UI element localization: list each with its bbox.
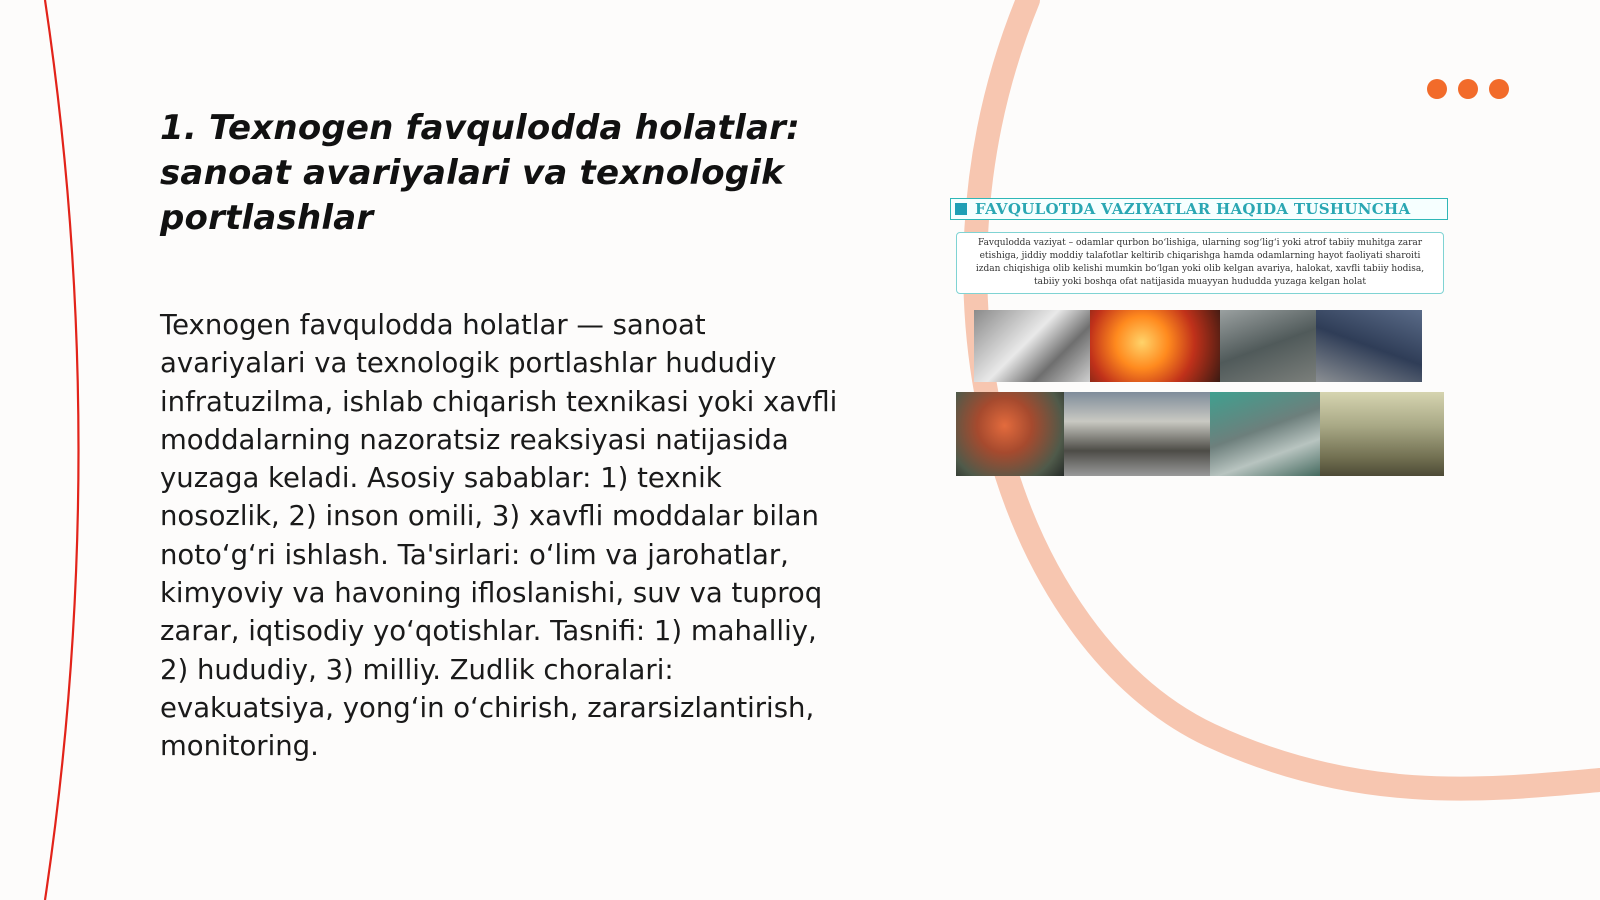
landslide-photo xyxy=(974,310,1090,382)
left-curve-line xyxy=(45,0,79,900)
flood-debris-photo xyxy=(1220,310,1316,382)
figure-definition-text: Favqulodda vaziyat – odamlar qurbon bo‘lishiga, ularning sog‘lig‘i yoki atrof tabiiy muhitga zarar etishiga, jiddiy moddiy talafotlar keltirib chiqarishga hamda odamlarning hayot faoliyati sharoiti izdan chiqishiga olib kelishi mumkin bo‘lgan yoki olib kelgan avariya, halokat, xavfli tabiiy hodisa, tabiiy yoki boshqa ofat natijasida muayyan hududda yuzaga kelgan holat xyxy=(975,238,1425,287)
firefighter-photo xyxy=(1090,310,1220,382)
dot-icon xyxy=(1489,79,1509,99)
slide-body-text: Texnogen favqulodda holatlar — sanoat avariyalari va texnologik portlashlar hududiy infratuzilma, ishlab chiqarish texnikasi yoki xavfli moddalarning nazoratsiz reaksiyasi natijasida yuzaga keladi. Asosiy sabablar: 1) texnik nosozlik, 2) inson omili, 3) xavfli moddalar bilan noto‘g‘ri ishlash. Ta'sirlari: o‘lim va jarohatlar, kimyoviy va havoning ifloslanishi, suv va tuproq zarar, iqtisodiy yo‘qotishlar. Tasnifi: 1) mahalliy, 2) hududiy, 3) milliy. Zudlik choralari: evakuatsiya, yong‘in o‘chirish, zararsizlantirish, monitoring. xyxy=(160,309,838,763)
menu-dots xyxy=(1427,79,1509,99)
figure-header-text: FAVQULOTDA VAZIYATLAR HAQIDA TUSHUNCHA xyxy=(975,200,1411,218)
slide-title: 1. Texnogen favqulodda holatlar: sanoat avariyalari va texnologik portlashlar xyxy=(160,108,800,238)
rescue-field-photo xyxy=(1320,392,1444,476)
disaster-victims-photo xyxy=(1316,310,1422,382)
figure-definition-box xyxy=(956,232,1444,294)
emergency-situations-figure xyxy=(950,198,1450,478)
explosion-photo xyxy=(956,392,1064,476)
figure-header xyxy=(950,198,1448,220)
dot-icon xyxy=(1427,79,1447,99)
cracked-road-photo xyxy=(1210,392,1320,476)
dot-icon xyxy=(1458,79,1478,99)
header-square-icon xyxy=(955,203,967,215)
destroyed-building-photo xyxy=(1064,392,1210,476)
